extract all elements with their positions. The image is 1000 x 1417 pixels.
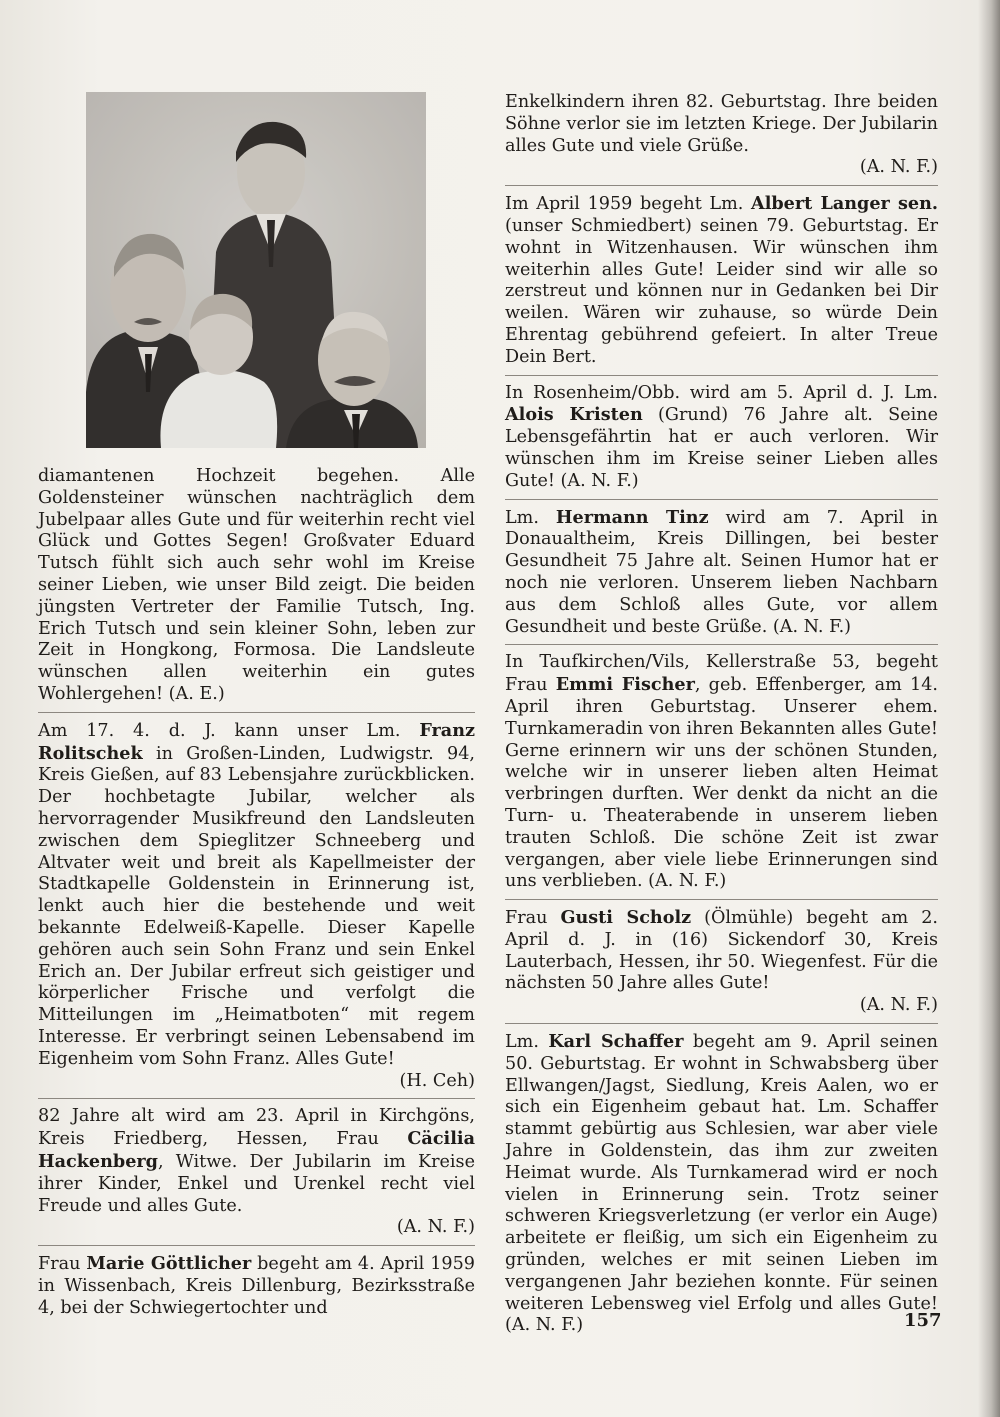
tinz-entry	[505, 507, 938, 646]
right-column	[505, 92, 938, 1350]
fischer-entry	[505, 652, 938, 900]
entry-text: In Rosenheim/Obb. wird am 5. April d. J. Lm.	[505, 382, 938, 403]
entry-text: (unser Schmiedbert) seinen 79. Geburtstag. Er wohnt in Witzenhausen. Wir wünschen ihm weiterhin alles Gute! Leider sind wir alle so zerstreut und können nur in Gedanken bei Dir weilen. Wären wir zuhause, so würde Dein Ehrentag gebührend gefeiert. In alter Treue Dein Bert.	[505, 215, 938, 367]
schaffer-entry	[505, 1031, 938, 1343]
entry-text: begeht am 9. April seinen 50. Geburtstag. Er wohnt in Schwabsberg über Ellwangen/Jagst, Siedlung, Kreis Aalen, wo er sich ein Eigenheim gebaut hat. Lm. Schaffer stammt gebürtig aus Schlesien, war aber viele Jahre in Goldenstein, das ihm zur zweiten Heimat wurde. Als Turnkamerad wird er noch vielen in Erinnerung sein. Trotz seiner schweren Kriegsverletzung (er verlor ein Auge) arbeitete er fleißig, um sich ein Eigenheim zu gründen, welches er mit seinen Lieben im vergangenen Jahr beziehen konnte. Für seinen weiteren Lebensweg viel Erfolg und alles Gute! (A. N. F.)	[505, 1032, 938, 1336]
kristen-entry	[505, 383, 938, 500]
author-signature: (A. N. F.)	[859, 995, 938, 1016]
person-name: Cäcilia Hackenberg	[38, 1128, 475, 1172]
entry-text: Am 17. 4. d. J. kann unser Lm.	[38, 720, 420, 741]
person-name: Franz Rolitschek	[38, 719, 475, 764]
entry-text: Lm.	[505, 507, 556, 528]
entry-text: 82 Jahre alt wird am 23. April in Kirchgöns, Kreis Friedberg, Hessen, Frau	[38, 1106, 475, 1150]
goettlicher-entry-continuation	[505, 92, 938, 186]
entry-text: Im April 1959 begeht Lm.	[505, 194, 752, 215]
page-binding-shadow	[978, 0, 1000, 1417]
tutsch-entry-continuation	[38, 466, 475, 713]
person-name: Marie Göttlicher	[86, 1253, 252, 1275]
person-name: Gusti Scholz	[560, 907, 692, 929]
page-number: 157	[904, 1310, 942, 1331]
author-signature: (A. N. F.)	[859, 157, 938, 178]
author-signature: (H. Ceh)	[399, 1070, 475, 1091]
entry-text: , geb. Effenberger, am 14. April ihren Geburtstag. Unserer ehem. Turnkameradin von ihren Bekannten alles Gute! Gerne erinnern wir uns der schönen Stunden, welche wir in unserer lieben alten Heimat verbringen durften. Wer denkt da nicht an die Turn- u. Theaterabende in unserem lieben trauten Schloß. Die schöne Zeit ist zwar vergangen, aber viele liebe Erinnerungen sind uns verblieben. (A. N. F.)	[505, 675, 939, 892]
person-name: Albert Langer sen.	[751, 193, 938, 215]
person-name: Hermann Tinz	[555, 506, 709, 528]
family-photo-icon	[86, 92, 426, 448]
author-signature: (A. N. F.)	[396, 1217, 475, 1238]
langer-entry	[505, 193, 938, 375]
left-column	[38, 466, 475, 1332]
rolitschek-entry	[38, 720, 475, 1100]
goettlicher-entry	[38, 1253, 475, 1325]
family-photo	[86, 92, 426, 448]
entry-text: (Ölmühle) begeht am 2. April d. J. in (16) Sickendorf 30, Kreis Lauterbach, Hessen, ihr 50. Wiegenfest. Für die nächsten 50 Jahre alles Gute!	[505, 908, 938, 994]
entry-text: diamantenen Hochzeit begehen. Alle Goldensteiner wünschen nachträglich dem Jubelpaar alles Gute und für weiterhin recht viel Glück und Gottes Segen! Großvater Eduard Tutsch fühlt sich auch sehr wohl im Kreise seiner Lieben, wie unser Bild zeigt. Die beiden jüngsten Vertreter der Familie Tutsch, Ing. Erich Tutsch und sein kleiner Sohn, leben zur Zeit in Hongkong, Formosa. Die Landsleute wünschen allen weiterhin ein gutes Wohlergehen! (A. E.)	[38, 466, 475, 704]
scholz-entry	[505, 907, 938, 1024]
entry-text: Frau	[505, 908, 561, 929]
entry-text: wird am 7. April in Donaualtheim, Kreis Dillingen, bei bester Gesundheit 75 Jahre alt. Seinen Humor hat er noch nie verloren. Unserem lieben Nachbarn aus dem Schloß alles Gute, vor allem Gesundheit und beste Grüße. (A. N. F.)	[505, 507, 938, 637]
entry-text: in Großen-Linden, Ludwigstr. 94, Kreis Gießen, auf 83 Lebensjahre zurückblicken. Der hochbetagte Jubilar, welcher als hervorragender Musikfreund den Landsleuten zwischen dem Spieglitzer Schneeberg und Altvater weit und breit als Kapellmeister der Stadtkapelle Goldenstein in Erinnerung ist, lenkt auch hier die bestehende und weit bekannte Edelweiß-Kapelle. Dieser Kapelle gehören auch sein Sohn Franz und sein Enkel Erich an. Der Jubilar erfreut sich geistiger und körperlicher Frische und verfolgt die Mitteilungen im „Heimatboten“ mit regem Interesse. Er verbringt seinen Lebensabend im Eigenheim vom Sohn Franz. Alles Gute!	[38, 743, 475, 1069]
entry-text: Frau	[38, 1254, 87, 1275]
hackenberg-entry	[38, 1106, 475, 1246]
entry-text: Lm.	[505, 1032, 549, 1053]
entry-text: (Grund) 76 Jahre alt. Seine Lebensgefährtin hat er auch verloren. Wir wünschen ihm im Kreise seiner Lieben alles Gute! (A. N. F.)	[505, 405, 939, 491]
person-name: Karl Schaffer	[548, 1031, 684, 1053]
entry-text: begeht am 4. April 1959 in Wissenbach, Kreis Dillenburg, Bezirksstraße 4, bei der Schwiegertochter und	[38, 1254, 475, 1318]
person-name: Emmi Fischer	[555, 674, 695, 696]
entry-text: Enkelkindern ihren 82. Geburtstag. Ihre beiden Söhne verlor sie im letzten Kriege. Der Jubilarin alles Gute und viele Grüße.	[505, 92, 938, 156]
entry-text: , Witwe. Der Jubilarin im Kreise ihrer Kinder, Enkel und Urenkel recht viel Freude und alles Gute.	[38, 1151, 475, 1216]
person-name: Alois Kristen	[505, 404, 643, 426]
entry-text: In Taufkirchen/Vils, Kellerstraße 53, begeht Frau	[505, 652, 938, 696]
